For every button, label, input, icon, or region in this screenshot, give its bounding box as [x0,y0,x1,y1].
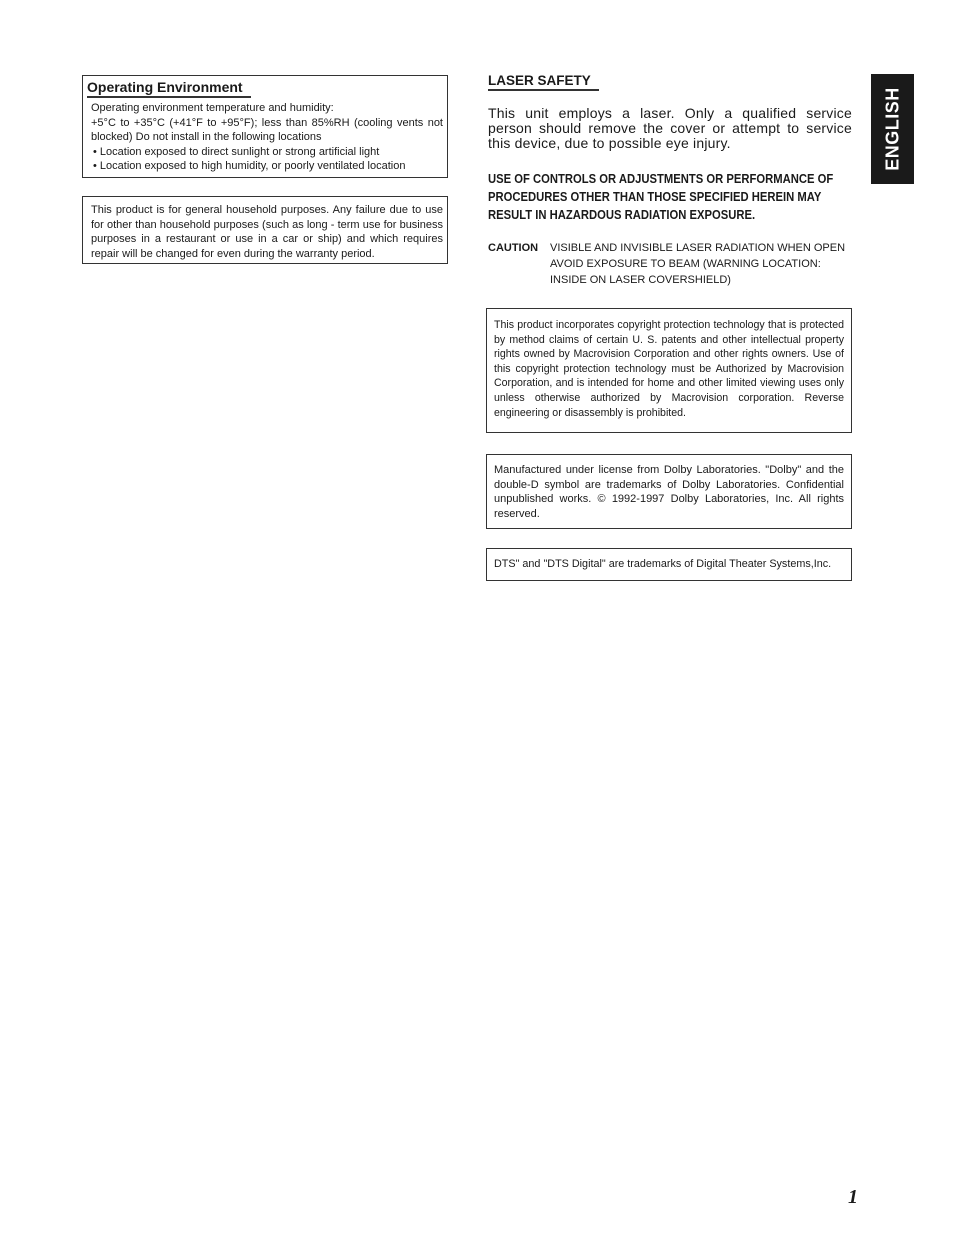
operating-environment-heading: Operating Environment [87,78,251,98]
laser-safety-intro: This unit employs a laser. Only a qualified service person should remove the cover or attempt to service this device, due to possible eye injury. [488,105,852,151]
caution-label: CAUTION [488,242,539,254]
dts-notice: DTS" and "DTS Digital" are trademarks of Digital Theater Systems,Inc. [486,548,852,581]
operating-environment-box [82,75,448,178]
operating-environment-bullet-1: • Location exposed to direct sunlight or strong artificial light [93,145,380,158]
operating-environment-line2: +5°C to +35°C (+41°F to +95°F); less than 85%RH (cooling vents not blocked) Do not install in the following locations [91,116,443,144]
language-tab [871,74,914,184]
operating-environment-line1: Operating environment temperature and humidity: [91,102,334,114]
laser-caution [488,240,852,288]
page-number: 1 [848,1186,858,1208]
laser-radiation-warning: USE OF CONTROLS OR ADJUSTMENTS OR PERFORMANCE OF PROCEDURES OTHER THAN THOSE SPECIFIED HEREIN MAY RESULT IN HAZARDOUS RADIATION EXPOSURE. [488,172,834,222]
household-purpose-notice: This product is for general household purposes. Any failure due to use for other than household purposes (such as long - term use for business purposes in a restaurant or use in a car or ship) and which requires repair will be changed for even during the warranty period. [82,196,448,264]
operating-environment-body [91,101,443,174]
operating-environment-bullet-2: • Location exposed to high humidity, or poorly ventilated location [93,160,406,173]
macrovision-notice: This product incorporates copyright protection technology that is protected by method claims of certain U. S. patents and other intellectual property rights owned by Macrovision Corporation and other rights owners. Use of this copyright protection technology must be Authorized by Macrovision Corporation, and is intended for home and other limited viewing uses only unless otherwise authorized by Macrovision corporation. Reverse engineering or disassembly is prohibited. [486,308,852,433]
dolby-notice: Manufactured under license from Dolby Laboratories. "Dolby" and the double-D symbol are trademarks of Dolby Laboratories. Confidential unpublished works. © 1992-1997 Dolby Laboratories, Inc. All rights reserved. [486,454,852,529]
laser-safety-title: LASER SAFETY [488,72,599,91]
caution-text: VISIBLE AND INVISIBLE LASER RADIATION WHEN OPEN AVOID EXPOSURE TO BEAM (WARNING LOCATION: INSIDE ON LASER COVERSHIELD) [550,242,846,286]
language-tab-label: ENGLISH [882,87,902,171]
